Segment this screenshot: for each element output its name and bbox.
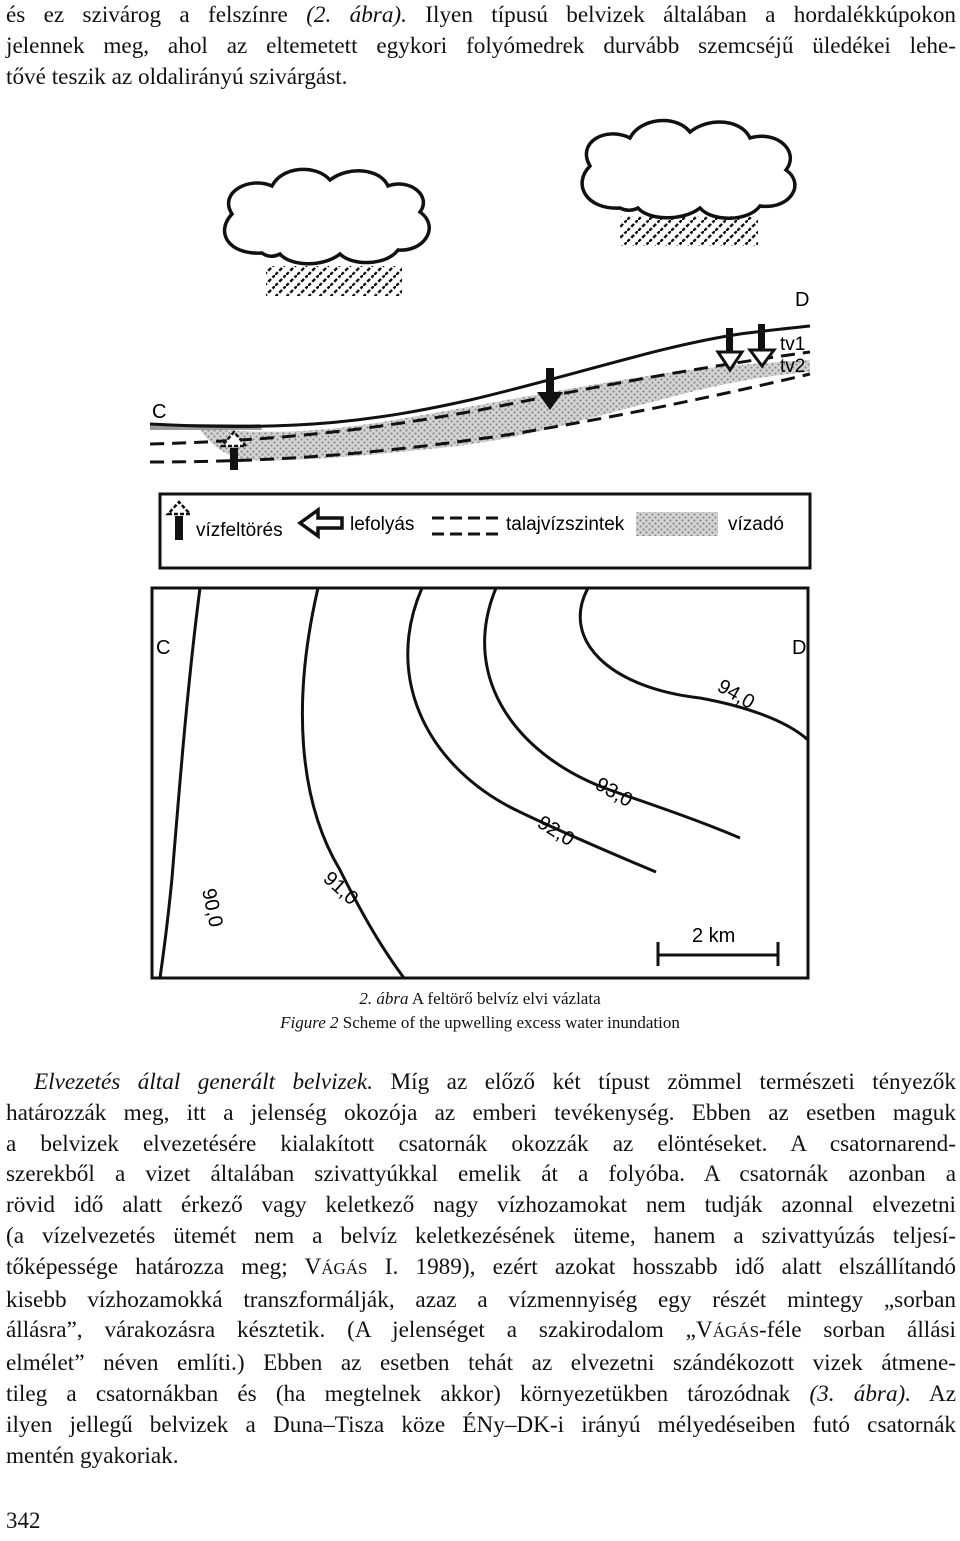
section-heading: Elvezetés által generált belvizek. [34,1069,374,1095]
intro-line-2: jelennek meg, ahol az eltemetett egykori folyómedrek durvább szemcséjű üledékei lehe- [6,32,956,59]
aquifer-layer [200,360,810,460]
legend-aquifer-label: vízadó [728,514,784,535]
intro-line-3: tővé teszik az oldalirányú szivárgást. [6,63,348,90]
contour-label-93: 93,0 [591,773,637,812]
main-line-1: Elvezetés által generált belvizek. Míg az előző két típust zömmel természeti tényezők [34,1069,956,1095]
contour-label-91: 91,0 [318,867,363,910]
rain-left [266,266,402,296]
contour-map [152,588,808,978]
main-line-8: kisebb vízhozamokká transzformálják, azaz a vízmennyiség egy részét mintegy „sorban [6,1286,956,1313]
contour-label-90: 90,0 [197,886,227,930]
main-line-12: ilyen jellegű belvizek a Duna–Tisza köze ÉNy–DK-i irányú mélyedéseiben futó csatornák [6,1411,956,1438]
main-line-5: rövid idő alatt érkező vagy keletkező nagy vízhozamokat nem tudják azonnal elvezetni [6,1192,956,1219]
main-line-13: mentén gyakoriak. [6,1442,179,1469]
main-paragraph [6,1067,956,1471]
scale-label: 2 km [692,925,736,947]
figure-reference: (2. ábra). [306,2,407,28]
contour-label-92: 92,0 [533,811,579,851]
caption-hungarian: 2. ábra A feltörő belvíz elvi vázlata [359,989,601,1008]
section-label-d: D [795,289,810,311]
legend-aquifer-swatch [636,512,718,536]
legend-groundwater-label: talajvízszintek [506,514,625,535]
legend [160,494,810,568]
section-label-c: C [152,401,167,423]
cloud-right-icon [582,121,795,219]
main-line-3: a belvizek elvezetésére kialakított csatornák okozzák az elöntéseket. A csatornarend- [6,1130,956,1157]
main-line-2: határozzák meg, itt a jelenség okozója az emberi tevékenység. Ebben az esetben maguk [6,1099,956,1126]
contour-label-94: 94,0 [713,675,759,714]
cross-section [150,289,810,470]
legend-runoff-label: lefolyás [350,514,415,535]
author-citation-2: VÁGÁS [695,1317,760,1344]
main-line-9: állásra”, várakozásra késztetik. (A jelenséget a szakirodalom „VÁGÁS-féle sorban állási [6,1317,956,1344]
page-number: 342 [6,1508,41,1533]
caption-english: Figure 2 Scheme of the upwelling excess water inundation [280,1013,680,1032]
figure-caption [0,987,960,1035]
main-line-11: tileg a csatornákban és (ha megtelnek akkor) környezetükben tározódnak (3. ábra). Az [6,1380,956,1407]
cloud-left-icon [225,169,430,263]
section-label-tv2: tv2 [780,356,806,377]
main-line-10: elmélet” néven említi.) Ebben az esetben tehát az elvezetni szándékozott vizek átmene- [6,1350,956,1377]
main-line-4: szerekből a vizet általában szivattyúkkal emelik át a folyóba. A csatornák azonban a [6,1161,956,1188]
main-line-7: tőképessége határozza meg; VÁGÁS I. 1989), ezért azokat hosszabb idő alatt elszállítandó [6,1253,956,1280]
author-citation: VÁGÁS [304,1253,368,1280]
rain-right [620,216,758,246]
map-label-d: D [792,637,807,659]
intro-line-1: és ez szivárog a felszínre (2. ábra). Ilyen típusú belvizek általában a hordalékkúpokon [6,2,957,28]
main-line-6: (a vízelvezetés ütemét nem a belvíz keletkezésének üteme, hanem a szivattyúzás teljesí- [6,1222,956,1249]
map-label-c: C [156,637,171,659]
figure-reference-3: (3. ábra). [809,1380,912,1407]
section-label-tv1: tv1 [780,334,806,355]
legend-upwelling-label: vízfeltörés [196,520,283,541]
